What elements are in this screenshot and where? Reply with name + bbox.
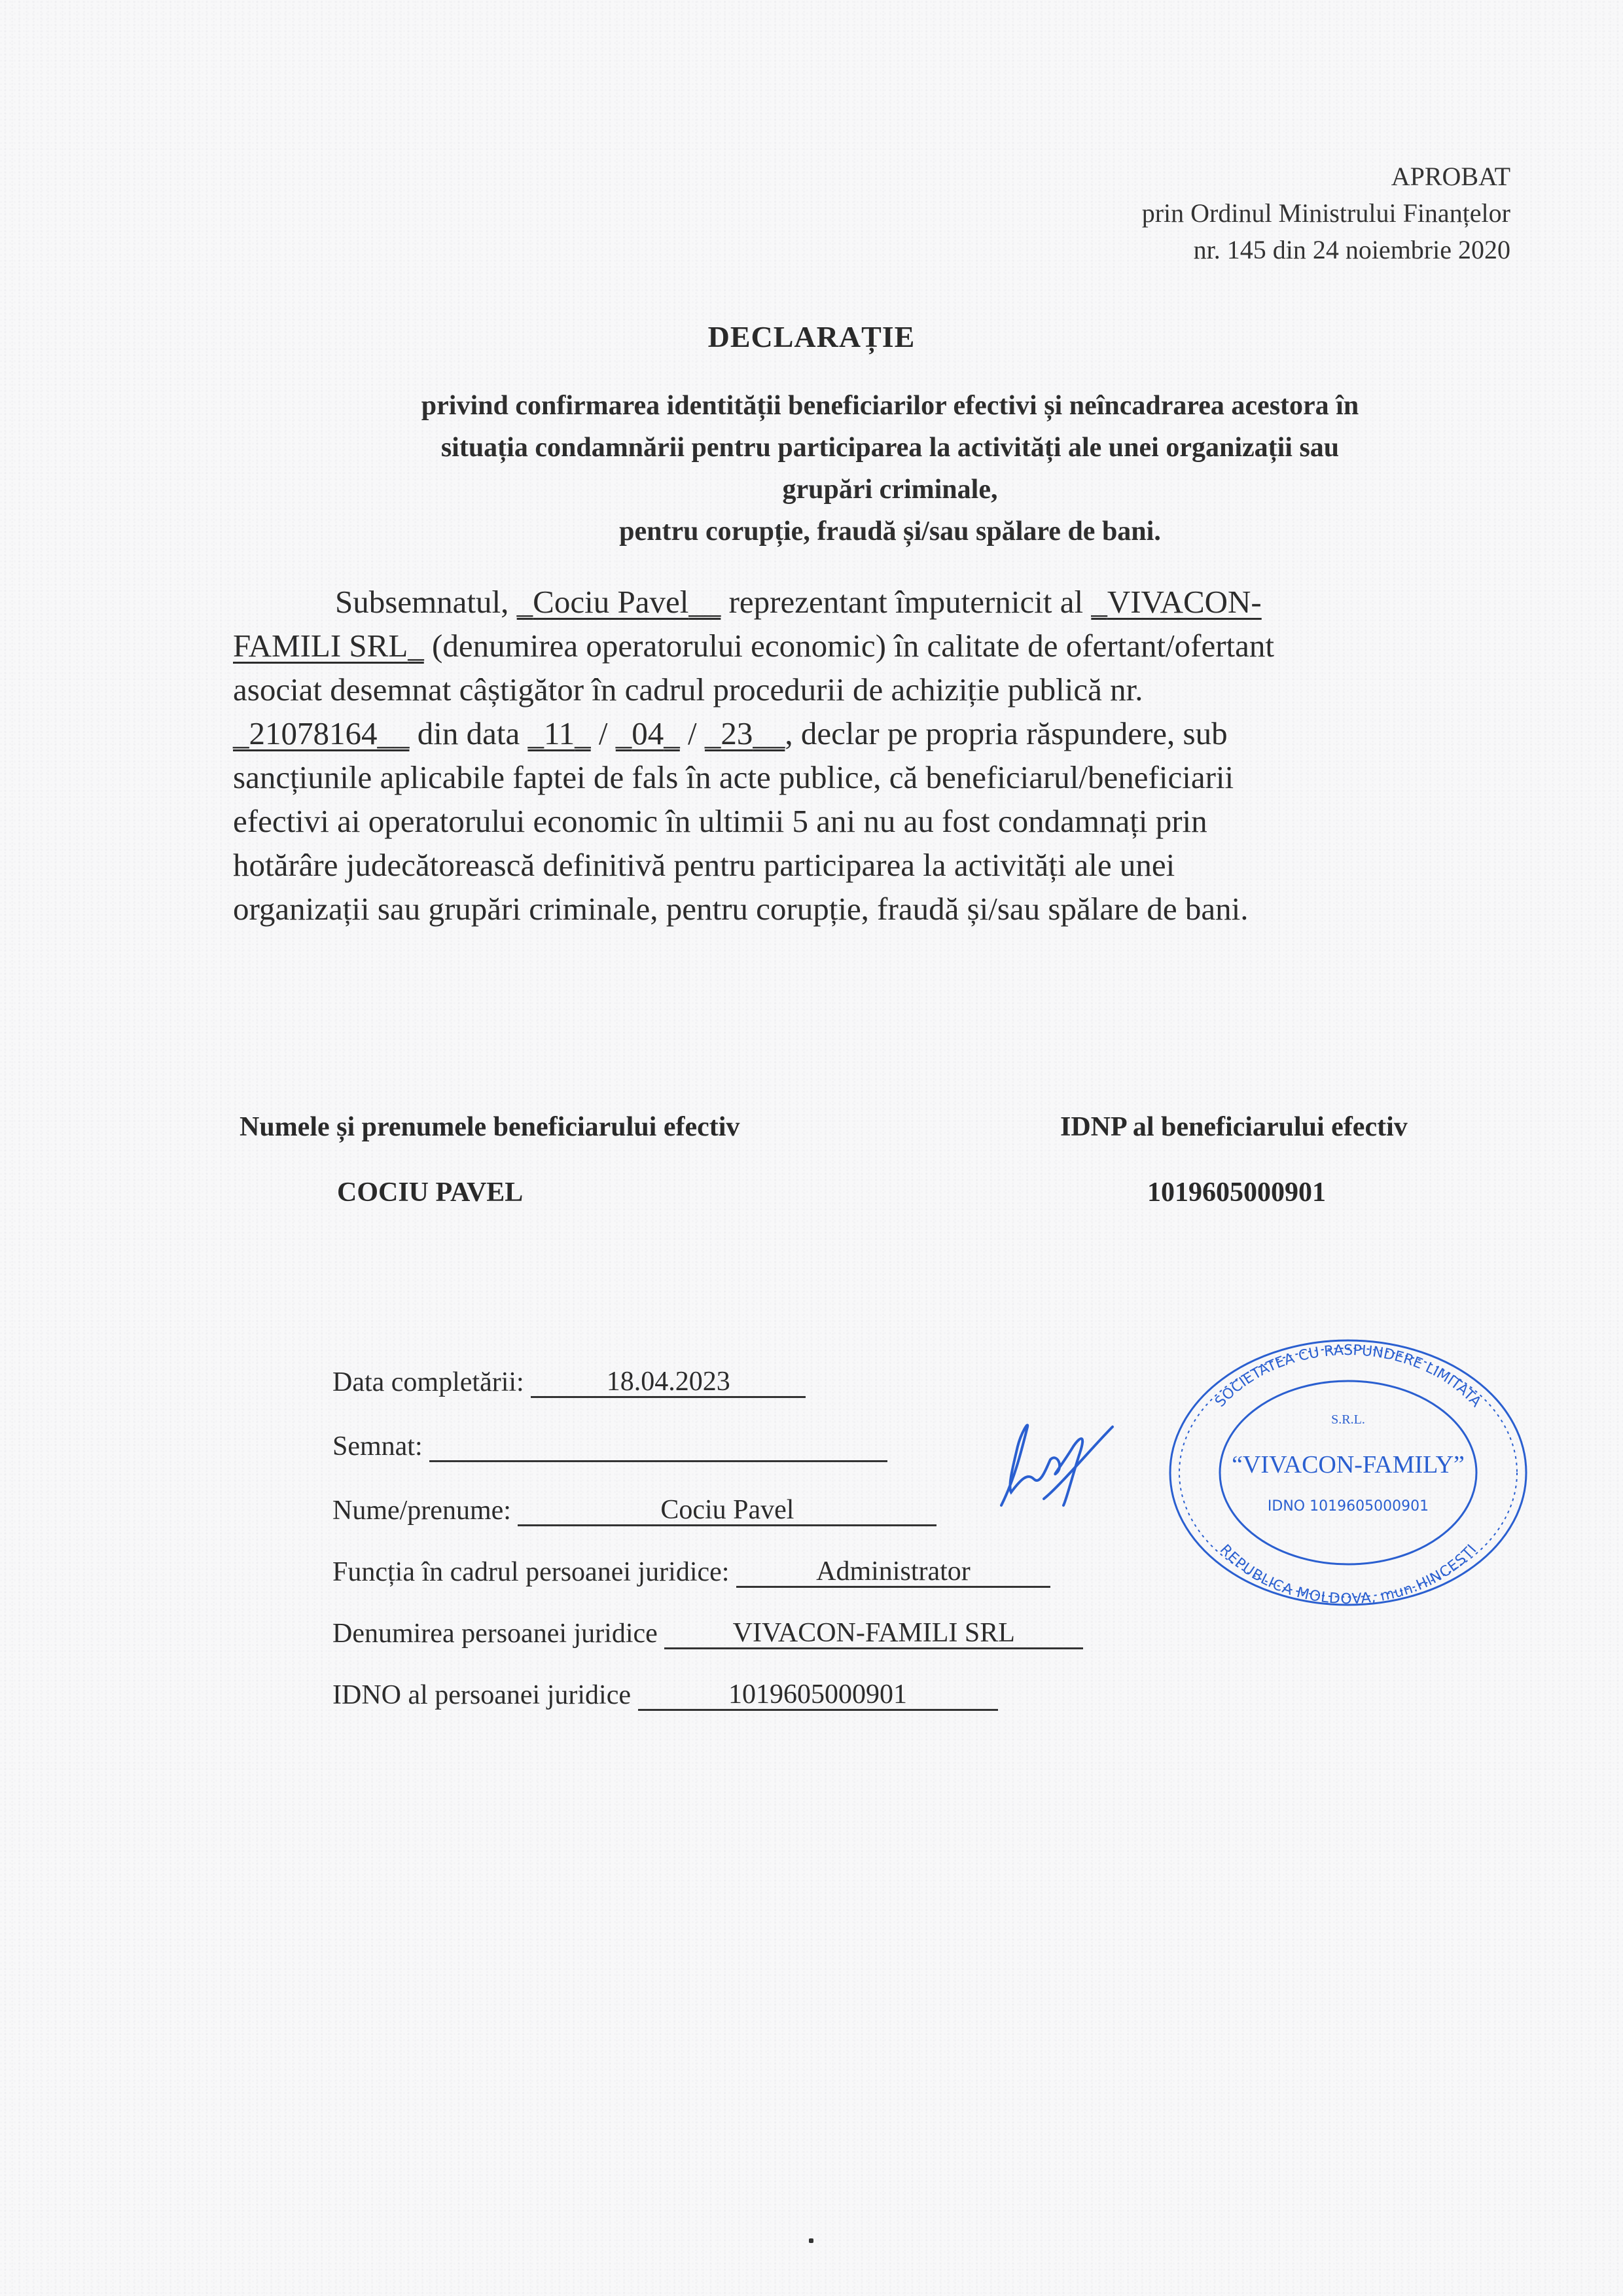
body-line: [233, 711, 1463, 755]
company-name-part: VIVACON-: [1107, 584, 1262, 620]
company-field: [233, 628, 424, 664]
name-label: Nume/prenume:: [332, 1496, 511, 1526]
declaration-body: [233, 580, 1463, 931]
signature-line: [429, 1431, 887, 1462]
completion-date-label: Data completării:: [332, 1367, 524, 1397]
beneficiary-idnp-header: IDNP al beneficiarului efectiv: [1060, 1112, 1408, 1142]
body-line: asociat desemnat câștigător în cadrul procedurii de achiziție publică nr.: [233, 672, 1143, 708]
date-separator: /: [590, 715, 616, 751]
body-text: reprezentant împuternicit al: [721, 584, 1092, 620]
stamp-type: S.R.L.: [1331, 1412, 1365, 1427]
body-line: sancțiunile aplicabile faptei de fals în acte publice, că beneficiarul/beneficiarii: [233, 759, 1234, 795]
body-line: efectivi ai operatorului economic în ultimii 5 ani nu au fost condamnați prin: [233, 803, 1207, 839]
company-stamp: [1165, 1335, 1531, 1610]
name-field: [518, 1496, 936, 1526]
stamp-outer-ring: [1170, 1340, 1526, 1605]
completion-date-field: [531, 1367, 806, 1398]
idno-label: IDNO al persoanei juridice: [332, 1680, 631, 1710]
company-name-part: FAMILI SRL: [233, 628, 408, 664]
date-day-value: 11: [543, 715, 575, 751]
stamp-dotted-ring: [1179, 1348, 1517, 1597]
body-text: (denumirea operatorului economic) în calitate de ofertant/ofertant: [423, 628, 1275, 664]
date-separator: /: [679, 715, 705, 751]
date-month: _04_: [615, 715, 680, 751]
date-month-value: 04: [632, 715, 664, 751]
signed-label: Semnat:: [332, 1431, 423, 1462]
stamp-location-text: REPUBLICA MOLDOVA, mun.HINCESTI: [1216, 1541, 1480, 1608]
completion-date-row: [332, 1367, 806, 1398]
beneficiary-name-header: Numele și prenumele beneficiarului efectiv: [240, 1112, 740, 1142]
blank-fill: __: [377, 715, 410, 751]
date-year: _23__: [704, 715, 785, 751]
subtitle-line: privind confirmarea identității beneficiarilor efectivi și neîncadrarea acestora în: [421, 391, 1359, 421]
approval-order-number: nr. 145 din 24 noiembrie 2020: [1193, 235, 1510, 264]
blank-fill: _: [233, 715, 249, 751]
company-value: VIVACON-FAMILI SRL: [732, 1618, 1015, 1648]
signed-row: [332, 1431, 887, 1462]
date-year-value: 23: [721, 715, 753, 751]
subtitle-line: pentru corupție, fraudă și/sau spălare de bani.: [619, 516, 1161, 547]
procedure-number: 21078164: [249, 715, 378, 751]
function-field: [736, 1557, 1050, 1588]
body-line: hotărâre judecătorească definitivă pentru participarea la activități ale unei: [233, 847, 1175, 883]
approval-header: [1142, 158, 1510, 268]
idno-field: [638, 1680, 998, 1711]
blank-fill: _: [1091, 584, 1107, 620]
document-title: DECLARAȚIE: [707, 320, 916, 353]
body-text: , declar pe propria răspundere, sub: [785, 715, 1228, 751]
completion-date-value: 18.04.2023: [606, 1367, 730, 1397]
company-label: Denumirea persoanei juridice: [332, 1619, 658, 1649]
idno-row: [332, 1679, 998, 1711]
stamp-inner-ring: [1220, 1381, 1476, 1564]
body-line: [233, 624, 1463, 668]
body-text: Subsemnatul,: [335, 584, 517, 620]
blank-fill: __: [688, 584, 721, 620]
company-row: [332, 1618, 1083, 1649]
stamp-idno: IDNO 1019605000901: [1267, 1498, 1429, 1515]
handwritten-signature: [982, 1407, 1126, 1512]
body-line: organizații sau grupări criminale, pentru corupție, fraudă și/sau spălare de bani.: [233, 891, 1249, 927]
representative-name: Cociu Pavel: [533, 584, 689, 620]
body-text: din data: [409, 715, 528, 751]
subtitle-line: grupări criminale,: [782, 475, 998, 505]
idno-value: 1019605000901: [728, 1679, 907, 1710]
scan-speck: [809, 2238, 813, 2243]
name-row: [332, 1495, 936, 1526]
approval-order: prin Ordinul Ministrului Finanțelor: [1141, 198, 1510, 228]
function-label: Funcția în cadrul persoanei juridice:: [332, 1557, 730, 1587]
stamp-outer-text: SOCIETATEA CU RASPUNDERE LIMITATA: [1212, 1342, 1484, 1410]
document-subtitle: [288, 385, 1492, 552]
blank-fill: _: [516, 584, 533, 620]
approval-title: APROBAT: [1391, 162, 1510, 191]
function-value: Administrator: [816, 1556, 971, 1587]
beneficiary-name-value: COCIU PAVEL: [337, 1177, 524, 1208]
company-field: [664, 1619, 1083, 1649]
blank-fill: _: [408, 628, 424, 664]
subtitle-line: situația condamnării pentru participarea la activități ale unei organizații sau: [440, 433, 1340, 463]
representative-field: [517, 584, 721, 620]
procedure-number-field: [233, 715, 410, 751]
company-field: [1091, 584, 1261, 620]
name-value: Cociu Pavel: [660, 1495, 794, 1525]
body-line: [233, 580, 1463, 624]
function-row: [332, 1556, 1050, 1588]
beneficiary-idnp-value: 1019605000901: [1147, 1177, 1326, 1208]
date-day: _11_: [527, 715, 591, 751]
stamp-company-name: “VIVACON-FAMILY”: [1232, 1451, 1465, 1479]
